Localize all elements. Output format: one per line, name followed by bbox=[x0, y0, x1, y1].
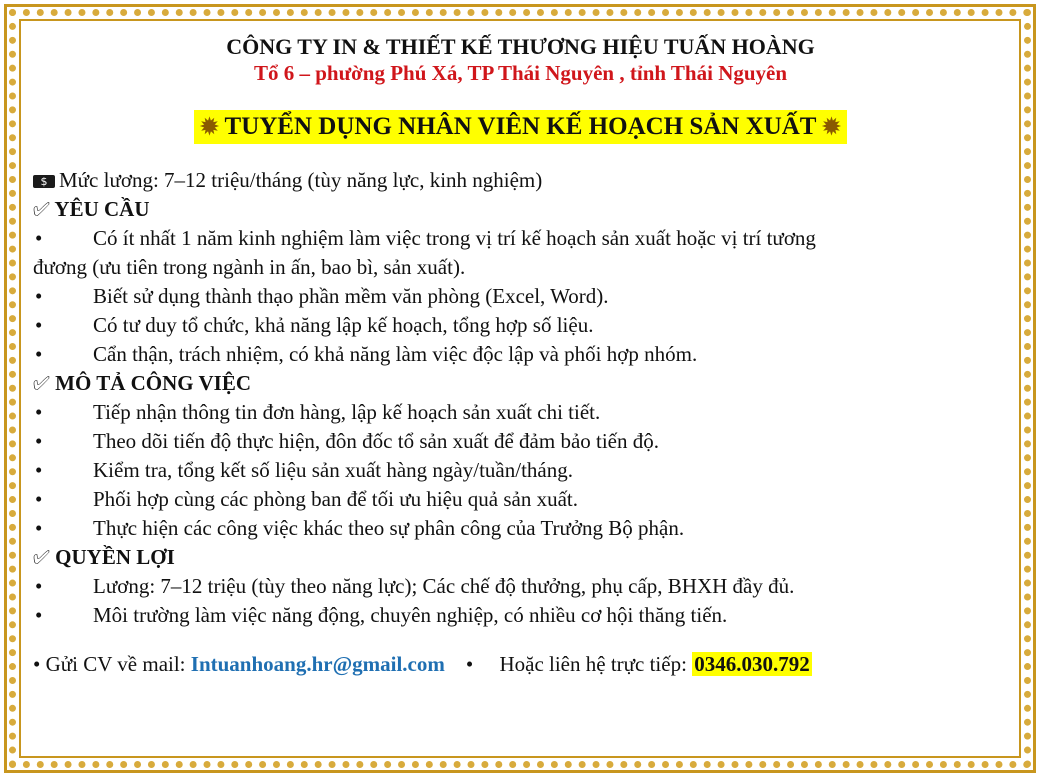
benefits-heading-text: QUYỀN LỢI bbox=[55, 545, 175, 569]
phone-number[interactable]: 0346.030.792 bbox=[694, 652, 810, 676]
bullet-icon: • bbox=[35, 458, 43, 482]
list-item-text: Thực hiện các công việc khác theo sự phân công của Trưởng Bộ phận. bbox=[93, 516, 685, 540]
list-item bbox=[33, 311, 1008, 340]
list-item-text: Kiểm tra, tổng kết số liệu sản xuất hàng ngày/tuần/tháng. bbox=[93, 458, 573, 482]
company-address: Tổ 6 – phường Phú Xá, TP Thái Nguyên , tỉnh Thái Nguyên bbox=[253, 61, 788, 85]
email-link[interactable]: Intuanhoang.hr@gmail.com bbox=[190, 652, 445, 676]
check-icon: ✅︎ bbox=[33, 371, 50, 395]
bullet-icon: • bbox=[35, 313, 43, 337]
job-title: TUYỂN DỤNG NHÂN VIÊN KẾ HOẠCH SẢN XUẤT bbox=[224, 113, 817, 140]
description-heading-text: MÔ TẢ CÔNG VIỆC bbox=[55, 371, 252, 395]
list-item bbox=[33, 485, 1008, 514]
bullet-icon: • bbox=[35, 574, 43, 598]
list-item-text: Cẩn thận, trách nhiệm, có khả năng làm việc độc lập và phối hợp nhóm. bbox=[93, 342, 698, 366]
poster-content bbox=[33, 34, 1008, 700]
list-item-text: Tiếp nhận thông tin đơn hàng, lập kế hoạch sản xuất chi tiết. bbox=[93, 400, 601, 424]
job-title-banner bbox=[194, 110, 846, 144]
bullet-icon: • bbox=[35, 487, 43, 511]
list-item-text: Theo dõi tiến độ thực hiện, đôn đốc tổ sản xuất để đảm bảo tiến độ. bbox=[93, 429, 660, 453]
benefits-heading bbox=[33, 543, 1008, 572]
list-item-text: Lương: 7–12 triệu (tùy theo năng lực); Các chế độ thưởng, phụ cấp, BHXH đầy đủ. bbox=[93, 574, 795, 598]
bullet-icon: • bbox=[35, 516, 43, 540]
description-heading bbox=[33, 369, 1008, 398]
check-icon: ✅︎ bbox=[33, 545, 50, 569]
salary-text: Mức lương: 7–12 triệu/tháng (tùy năng lực, kinh nghiệm) bbox=[59, 168, 543, 192]
list-item bbox=[33, 572, 1008, 601]
list-item bbox=[33, 282, 1008, 311]
star-icon: ✹ bbox=[200, 114, 219, 139]
bullet-icon: • bbox=[465, 652, 474, 676]
list-item bbox=[33, 601, 1008, 630]
banner-wrap bbox=[33, 110, 1008, 144]
job-details bbox=[33, 166, 1008, 630]
bullet-icon: • bbox=[35, 342, 43, 366]
list-item-continuation: đương (ưu tiên trong ngành in ấn, bao bì, sản xuất). bbox=[33, 255, 466, 279]
list-item-text: Phối hợp cùng các phòng ban để tối ưu hiệu quả sản xuất. bbox=[93, 487, 578, 511]
list-item bbox=[33, 224, 1008, 253]
list-item-text: Có tư duy tổ chức, khả năng lập kế hoạch, tổng hợp số liệu. bbox=[93, 313, 594, 337]
company-name: CÔNG TY IN & THIẾT KẾ THƯƠNG HIỆU TUẤN HOÀNG bbox=[226, 34, 815, 59]
check-icon: ✅︎ bbox=[33, 197, 50, 221]
bullet-icon: • bbox=[35, 400, 43, 424]
requirements-heading bbox=[33, 195, 1008, 224]
bullet-icon: • bbox=[33, 652, 41, 676]
contact-label: Hoặc liên hệ trực tiếp: bbox=[499, 652, 687, 676]
bullet-icon: • bbox=[35, 226, 43, 250]
bullet-icon: • bbox=[35, 284, 43, 308]
money-icon: $ bbox=[33, 175, 55, 188]
requirements-heading-text: YÊU CẦU bbox=[54, 197, 150, 221]
list-item bbox=[33, 398, 1008, 427]
send-cv-label: Gửi CV về mail: bbox=[45, 652, 186, 676]
list-item bbox=[33, 427, 1008, 456]
bullet-icon: • bbox=[35, 429, 43, 453]
star-icon: ✹ bbox=[822, 114, 841, 139]
contact-line bbox=[33, 650, 1008, 679]
list-item-text: Có ít nhất 1 năm kinh nghiệm làm việc trong vị trí kế hoạch sản xuất hoặc vị trí tương bbox=[93, 226, 816, 250]
list-item bbox=[33, 456, 1008, 485]
salary-line bbox=[33, 166, 1008, 195]
list-item-text: Biết sử dụng thành thạo phần mềm văn phòng (Excel, Word). bbox=[93, 284, 609, 308]
bullet-icon: • bbox=[35, 603, 43, 627]
list-item-text: Môi trường làm việc năng động, chuyên nghiệp, có nhiều cơ hội thăng tiến. bbox=[93, 603, 728, 627]
list-item bbox=[33, 514, 1008, 543]
list-item bbox=[33, 340, 1008, 369]
